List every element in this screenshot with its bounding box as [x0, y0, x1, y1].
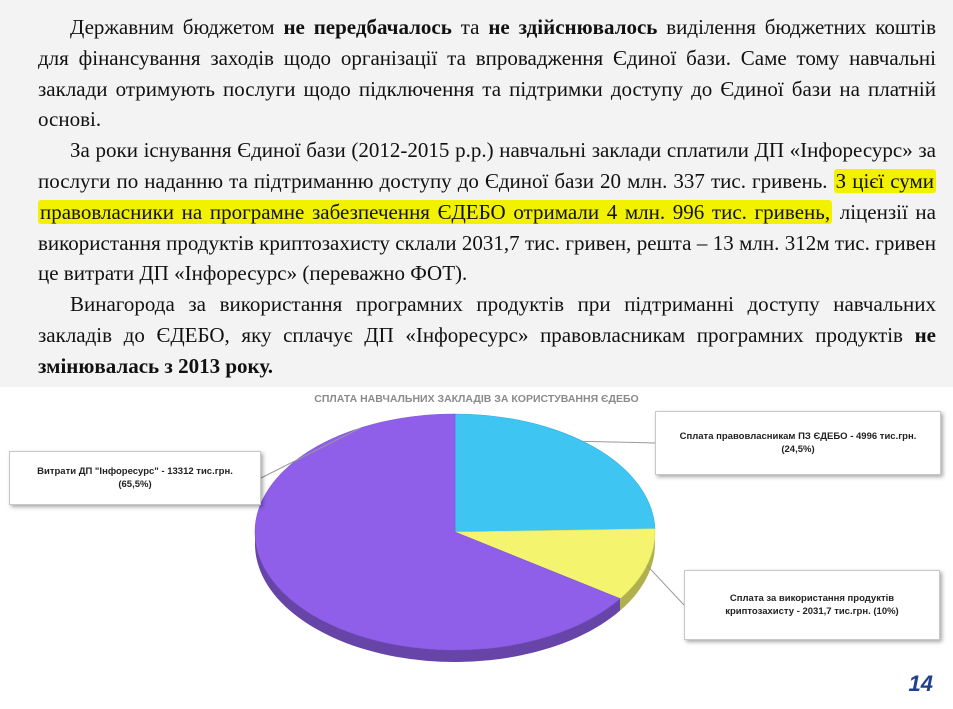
callout-expenses [9, 451, 261, 505]
callout-expenses-line2: (65,5%) [118, 479, 152, 490]
p3-text-a: Винагорода за використання програмних продуктів при підтриманні доступу навчальних закладів до ЄДЕБО, яку сплачує ДП «Інфоресурс» правовласникам програмних продуктів [38, 292, 936, 347]
callout-rights-payment [655, 411, 941, 475]
leader-line-1 [647, 565, 684, 605]
callout-crypto-line2: криптозахисту - 2031,7 тис.грн. (10%) [725, 606, 899, 617]
p1-bold-a: не передбачалось [283, 15, 452, 39]
pie-slice-0 [455, 414, 655, 532]
leader-line-0 [583, 441, 655, 443]
chart-title: СПЛАТА НАВЧАЛЬНИХ ЗАКЛАДІВ ЗА КОРИСТУВАННЯ ЄДЕБО [314, 393, 639, 405]
paragraph-2 [38, 135, 936, 289]
p2-text-a: За роки існування Єдиної бази (2012-2015 р.р.) навчальні заклади сплатили ДП «Інфоресурс» за послуги по наданню та підтриманню доступу до Єдиної бази 20 млн. 337 тис. гривень. [38, 138, 936, 193]
p1-text-c: виділення бюджетних коштів для фінансування заходів щодо організації та впровадження Єдиної бази. Саме тому навчальні заклади отримують послуги щодо підключення та підтримки доступу до Єдиної бази на платній основі. [38, 15, 936, 132]
pie-chart-panel [0, 387, 953, 709]
body-text [38, 12, 936, 382]
p1-bold-b: не здійснювалось [488, 15, 658, 39]
callout-rights-line1: Сплата правовласникам ПЗ ЄДЕБО - 4996 тис.грн. [679, 431, 917, 442]
paragraph-1 [38, 12, 936, 135]
p1-text-b: та [451, 15, 489, 39]
page-number: 14 [908, 671, 933, 696]
p2-text-b: ліцензії на використання продуктів криптозахисту склали 2031,7 тис. гривен, решта – 13 млн. 312м тис. гривен це витрати ДП «Інфоресурс» (переважно ФОТ). [38, 199, 936, 286]
p3-bold: не змінювалась з 2013 року. [38, 322, 936, 378]
callout-expenses-line1: Витрати ДП "Інфоресурс" - 13312 тис.грн. [37, 466, 233, 477]
paragraph-3 [38, 289, 936, 381]
callout-crypto-line1: Сплата за використання продуктів [729, 593, 895, 604]
p1-text-a: Державним бюджетом [70, 15, 284, 39]
callout-crypto-payment [684, 570, 940, 640]
callout-rights-line2: (24,5%) [781, 444, 815, 455]
highlighted-text: З цієї суми правовласники на програмне забезпечення ЄДЕБО отримали 4 млн. 996 тис. гривень, [40, 168, 934, 224]
